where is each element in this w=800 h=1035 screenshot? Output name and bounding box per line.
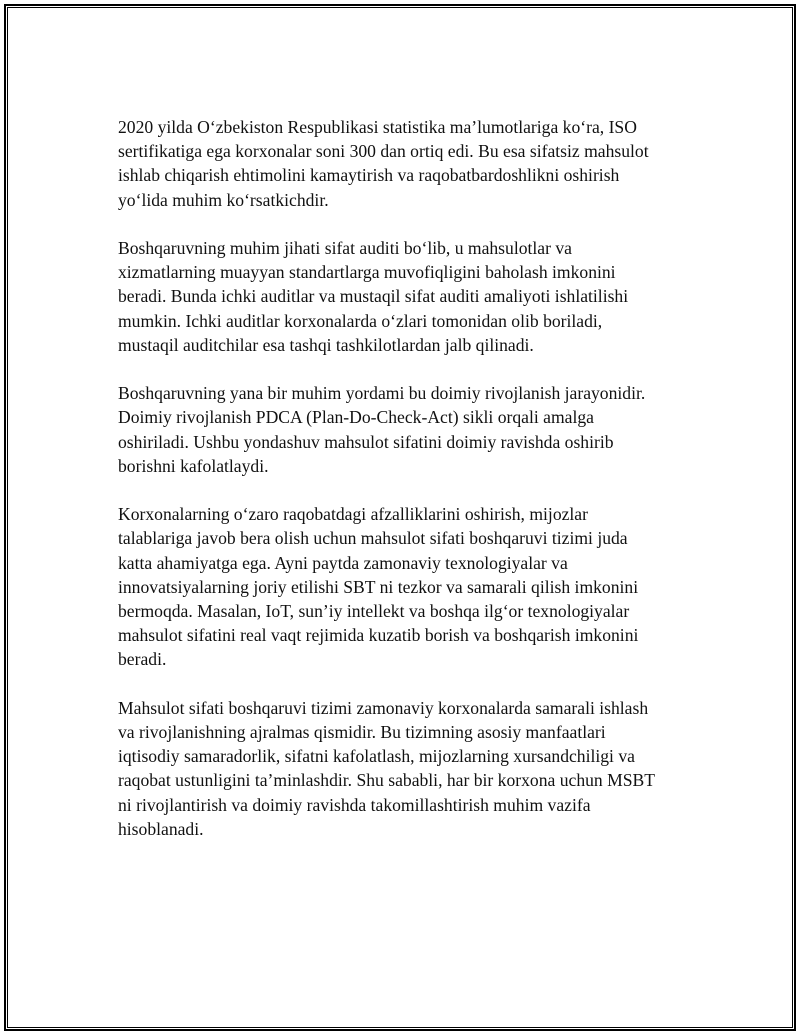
paragraph-continuous-improvement (118, 381, 698, 478)
paragraph-line: Korxonalarning o‘zaro raqobatdagi afzalliklarini oshirish, mijozlar (118, 504, 588, 525)
paragraph-line: sertifikatiga ega korxonalar soni 300 dan ortiq edi. Bu esa sifatsiz mahsulot (118, 141, 649, 162)
document-body (118, 115, 698, 865)
paragraph-line: hisoblanadi. (118, 818, 204, 839)
paragraph-quality-audit (118, 236, 698, 357)
paragraph-conclusion (118, 696, 698, 841)
paragraph-line: Boshqaruvning yana bir muhim yordami bu doimiy rivojlanish jarayonidir. (118, 383, 646, 404)
paragraph-line: mustaqil auditchilar esa tashqi tashkilotlardan jalb qilinadi. (118, 334, 534, 355)
paragraph-line: yo‘lida muhim ko‘rsatkichdir. (118, 189, 329, 210)
paragraph-line: katta ahamiyatga ega. Ayni paytda zamonaviy texnologiyalar va (118, 552, 568, 573)
paragraph-line: innovatsiyalarning joriy etilishi SBT ni tezkor va samarali qilish imkonini (118, 576, 639, 597)
paragraph-line: ishlab chiqarish ehtimolini kamaytirish va raqobatbardoshlikni oshirish (118, 165, 620, 186)
paragraph-line: beradi. (118, 649, 167, 670)
paragraph-line: iqtisodiy samaradorlik, sifatni kafolatlash, mijozlarning xursandchiligi va (118, 746, 635, 767)
paragraph-line: talablariga javob bera olish uchun mahsulot sifati boshqaruvi tizimi juda (118, 528, 628, 549)
paragraph-line: oshiriladi. Ushbu yondashuv mahsulot sifatini doimiy ravishda oshirib (118, 431, 614, 452)
paragraph-line: Mahsulot sifati boshqaruvi tizimi zamonaviy korxonalarda samarali ishlash (118, 697, 649, 718)
paragraph-line: mahsulot sifatini real vaqt rejimida kuzatib borish va boshqarish imkonini (118, 625, 639, 646)
paragraph-iso-certification (118, 115, 698, 212)
paragraph-line: beradi. Bunda ichki auditlar va mustaqil sifat auditi amaliyoti ishlatilishi (118, 286, 629, 307)
paragraph-line: Doimiy rivojlanish PDCA (Plan-Do-Check-Act) sikli orqali amalga (118, 407, 594, 428)
paragraph-line: mumkin. Ichki auditlar korxonalarda o‘zlari tomonidan olib boriladi, (118, 310, 603, 331)
paragraph-line: ni rivojlantirish va doimiy ravishda takomillashtirish muhim vazifa (118, 794, 591, 815)
paragraph-line: 2020 yilda O‘zbekiston Respublikasi statistika ma’lumotlariga ko‘ra, ISO (118, 117, 637, 137)
paragraph-line: va rivojlanishning ajralmas qismidir. Bu tizimning asosiy manfaatlari (118, 722, 606, 743)
paragraph-line: xizmatlarning muayyan standartlarga muvofiqligini baholash imkonini (118, 262, 616, 283)
paragraph-line: bermoqda. Masalan, IoT, sun’iy intellekt va boshqa ilg‘or texnologiyalar (118, 601, 630, 622)
paragraph-competitive-advantages (118, 502, 698, 671)
paragraph-line: borishni kafolatlaydi. (118, 455, 269, 476)
paragraph-line: raqobat ustunligini ta’minlashdir. Shu sababli, har bir korxona uchun MSBT (118, 770, 656, 791)
paragraph-line: Boshqaruvning muhim jihati sifat auditi bo‘lib, u mahsulotlar va (118, 238, 572, 258)
